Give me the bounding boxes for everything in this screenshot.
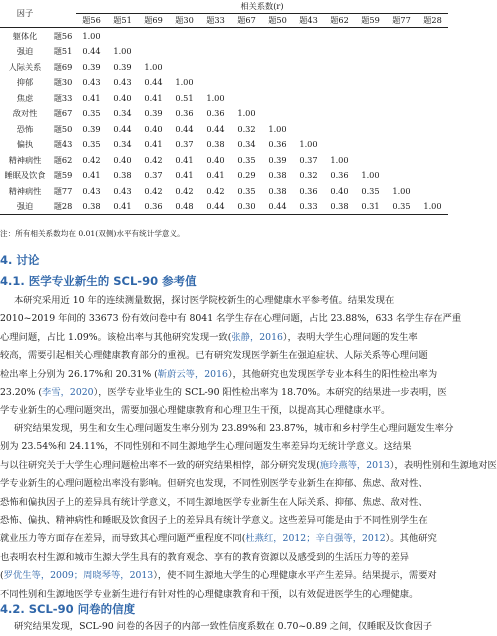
- empty-cell: [417, 106, 448, 122]
- paragraph-reliability: [0, 618, 474, 636]
- factor-cell: 恐怖: [16, 123, 34, 134]
- empty-cell: [293, 28, 324, 44]
- empty-cell: [169, 59, 200, 75]
- correlation-value-cell: 1.00: [330, 154, 349, 165]
- table-row: [0, 137, 448, 153]
- citation-link[interactable]: 杜燕红，2012；辛自强等，2012: [245, 533, 386, 545]
- text-line: [0, 512, 474, 530]
- correlation-value-cell: 0.37: [299, 154, 318, 165]
- correlation-value-cell: 0.43: [113, 185, 132, 196]
- text-segment: 检出率上分别为 26.17%和 20.31% (: [0, 368, 158, 380]
- correlation-value-cell: 1.00: [82, 30, 101, 41]
- empty-cell: [200, 59, 231, 75]
- text-line: [0, 475, 474, 493]
- correlation-value-cell: 0.42: [82, 154, 101, 165]
- correlation-value-cell: 0.38: [324, 199, 355, 215]
- correlation-value-cell: 0.40: [144, 123, 163, 134]
- empty-cell: [262, 75, 293, 91]
- empty-cell: [386, 44, 417, 60]
- table-row: [0, 90, 448, 106]
- text-segment: 23.20% (: [0, 386, 43, 398]
- text-line: [0, 457, 497, 475]
- correlation-header: 相关系数(r): [76, 0, 448, 14]
- factor-cell: 强迫: [16, 46, 34, 57]
- correlation-value-cell: 0.42: [144, 154, 163, 165]
- correlation-value-cell: 0.42: [206, 185, 225, 196]
- correlation-value-cell: 0.36: [330, 170, 349, 181]
- correlation-value-cell: 0.36: [299, 185, 318, 196]
- table-row: [0, 199, 448, 215]
- text-line: [0, 494, 474, 512]
- item-cell: 题51: [53, 46, 73, 57]
- paragraph-gender-origin: [0, 420, 497, 604]
- table-row: [0, 28, 448, 44]
- text-line: [0, 384, 474, 402]
- text-segment: 研究结果发现，男生和女生心理问题发生率分别为 23.89%和 23.87%，城市和乡村学生心理问题发生率分: [14, 423, 454, 434]
- empty-cell: [262, 44, 293, 60]
- section-heading-discussion: 4. 讨论: [0, 253, 40, 267]
- factor-cell: 敌对性: [12, 108, 38, 119]
- empty-cell: [293, 75, 324, 91]
- item-header-cell: 题56: [76, 14, 107, 28]
- item-cell: 题69: [53, 61, 73, 72]
- table-row: [0, 59, 448, 75]
- correlation-value-cell: 0.41: [175, 154, 194, 165]
- empty-cell: [386, 137, 417, 153]
- empty-cell: [386, 152, 417, 168]
- correlation-value-cell: 0.32: [237, 123, 256, 134]
- text-segment: 本研究采用近 10 年的连续测量数据，探讨医学院校新生的心理健康水平参考值。结果发现在: [14, 295, 395, 306]
- empty-cell: [417, 152, 448, 168]
- correlation-value-cell: 0.38: [268, 185, 287, 196]
- text-line: [0, 420, 474, 438]
- factor-cell: 精神病性: [8, 154, 42, 165]
- section-heading-reference-values: 4.1. 医学专业新生的 SCL-90 参考值: [0, 274, 197, 288]
- correlation-value-cell: 1.00: [417, 199, 448, 215]
- empty-cell: [386, 59, 417, 75]
- text-segment: 学专业新生的心理问题突出，需要加强心理健康教育和心理卫生干预，以提高其心理健康水平。: [0, 405, 391, 417]
- correlation-value-cell: 1.00: [113, 46, 132, 57]
- empty-cell: [355, 28, 386, 44]
- item-header-cell: 题50: [262, 14, 293, 28]
- correlation-value-cell: 0.42: [175, 185, 194, 196]
- table-body: [0, 28, 448, 215]
- empty-cell: [386, 106, 417, 122]
- correlation-value-cell: 0.44: [206, 123, 225, 134]
- correlation-value-cell: 0.44: [175, 123, 194, 134]
- item-header-blank: [50, 0, 76, 28]
- item-cell: 题77: [53, 185, 73, 196]
- empty-cell: [169, 44, 200, 60]
- item-header-cell: 题51: [107, 14, 138, 28]
- empty-cell: [355, 121, 386, 137]
- correlation-value-cell: 0.36: [268, 139, 287, 150]
- text-segment: ），医学专业毕业生的 SCL-90 阳性检出率为 18.70%。本研究的结果进一步表明，医: [93, 386, 447, 398]
- text-line: [0, 329, 474, 347]
- text-segment: 也表明农村生源和城市生源大学生具有的教育观念、享有的教育资源以及感受到的生活压力等的差异: [0, 551, 410, 563]
- table-note: 注：所有相关系数均在 0.01(双侧)水平有统计学意义。: [0, 229, 185, 238]
- correlation-value-cell: 0.41: [206, 170, 225, 181]
- empty-cell: [355, 75, 386, 91]
- empty-cell: [231, 44, 262, 60]
- factor-cell: 睡眠及饮食: [4, 170, 46, 181]
- empty-cell: [417, 121, 448, 137]
- correlation-value-cell: 1.00: [175, 77, 194, 88]
- empty-cell: [107, 28, 138, 44]
- item-cell: 题33: [53, 92, 73, 103]
- text-line: [0, 292, 474, 310]
- text-segment: 就业压力等方面存在差异，而导致其心理问题严重程度不同(: [0, 533, 246, 545]
- correlation-value-cell: 0.31: [355, 199, 386, 215]
- empty-cell: [417, 90, 448, 106]
- text-line: [0, 347, 474, 365]
- text-segment: ），使不同生源地大学生的心理健康水平产生差异。结果提示，需要对: [153, 570, 437, 582]
- item-header-cell: 题59: [355, 14, 386, 28]
- empty-cell: [231, 90, 262, 106]
- correlation-value-cell: 0.39: [268, 154, 287, 165]
- empty-cell: [324, 106, 355, 122]
- empty-cell: [417, 137, 448, 153]
- citation-link[interactable]: 靳蔚云等，2016: [157, 368, 228, 380]
- item-header-cell: 题28: [417, 14, 448, 28]
- empty-cell: [231, 59, 262, 75]
- correlation-value-cell: 0.39: [82, 61, 101, 72]
- item-cell: 题30: [53, 77, 73, 88]
- correlation-value-cell: 0.40: [113, 154, 132, 165]
- correlation-value-cell: 1.00: [144, 61, 163, 72]
- text-segment: 2010~2019 年间的 33673 份有效问卷中有 8041 名学生存在心理问题，占比 23.88%，633 名学生存在严重: [0, 313, 462, 325]
- empty-cell: [138, 44, 169, 60]
- factor-cell: 人际关系: [8, 61, 42, 72]
- correlation-value-cell: 0.29: [237, 170, 256, 181]
- correlation-value-cell: 0.39: [144, 108, 163, 119]
- empty-cell: [293, 44, 324, 60]
- correlation-value-cell: 0.37: [175, 139, 194, 150]
- correlation-value-cell: 0.36: [206, 108, 225, 119]
- text-segment: ），表明大学生心理问题的发生率: [282, 331, 418, 343]
- empty-cell: [417, 75, 448, 91]
- correlation-value-cell: 0.40: [206, 154, 225, 165]
- correlation-value-cell: 0.39: [113, 61, 132, 72]
- factor-cell: 抑郁: [16, 77, 34, 88]
- text-segment: 心理问题，占比 1.09%。该检出率与其他研究发现一致(: [0, 331, 232, 343]
- factor-cell: 焦虑: [16, 92, 34, 103]
- empty-cell: [386, 75, 417, 91]
- correlation-value-cell: 0.43: [113, 77, 132, 88]
- factor-cell: 精神病性: [8, 185, 42, 196]
- citation-link[interactable]: 施玲燕等，2013: [319, 459, 390, 471]
- item-cell: 题50: [53, 123, 73, 134]
- empty-cell: [324, 59, 355, 75]
- empty-cell: [417, 183, 448, 199]
- empty-cell: [200, 44, 231, 60]
- correlation-value-cell: 0.35: [361, 185, 380, 196]
- correlation-value-cell: 0.41: [144, 139, 163, 150]
- text-segment: 学专业新生的心理问题检出率没有影响。但研究也发现，不同性别医学专业新生在抑郁、焦虑、敌对性、: [0, 478, 428, 490]
- correlation-value-cell: 0.34: [237, 139, 256, 150]
- citation-link[interactable]: 李雪，2020: [42, 386, 94, 398]
- text-line: [0, 567, 474, 585]
- correlation-value-cell: 0.44: [144, 77, 163, 88]
- correlation-value-cell: 0.44: [200, 199, 231, 215]
- factor-header: 因子: [0, 0, 50, 28]
- empty-cell: [231, 75, 262, 91]
- text-line: [0, 366, 474, 384]
- section-heading-reliability: 4.2. SCL-90 问卷的信度: [0, 602, 136, 616]
- item-header-cell: 题62: [324, 14, 355, 28]
- correlation-value-cell: 0.37: [144, 170, 163, 181]
- empty-cell: [386, 121, 417, 137]
- text-segment: 不同性别和生源地医学专业新生进行有针对性的心理健康教育和干预，以有效促进医学生的心理健康。: [0, 588, 419, 600]
- correlation-value-cell: 0.44: [262, 199, 293, 215]
- correlation-value-cell: 0.34: [113, 139, 132, 150]
- text-segment: ），其他研究也发现医学专业本科生的阳性检出率为: [227, 368, 438, 380]
- empty-cell: [324, 137, 355, 153]
- correlation-value-cell: 0.44: [82, 46, 101, 57]
- table-row: [0, 75, 448, 91]
- empty-cell: [417, 59, 448, 75]
- table-row: [0, 152, 448, 168]
- correlation-value-cell: 0.41: [175, 170, 194, 181]
- empty-cell: [324, 90, 355, 106]
- item-header-cell: 题43: [293, 14, 324, 28]
- table-header-row: [0, 0, 448, 14]
- correlation-value-cell: 1.00: [299, 139, 318, 150]
- empty-cell: [293, 121, 324, 137]
- correlation-value-cell: 0.39: [82, 123, 101, 134]
- empty-cell: [324, 44, 355, 60]
- empty-cell: [417, 168, 448, 184]
- correlation-value-cell: 0.43: [82, 185, 101, 196]
- correlation-value-cell: 0.41: [107, 199, 138, 215]
- empty-cell: [324, 121, 355, 137]
- empty-cell: [262, 90, 293, 106]
- correlation-table: [0, 0, 448, 215]
- correlation-value-cell: 0.35: [82, 108, 101, 119]
- item-header-cell: 题33: [200, 14, 231, 28]
- correlation-value-cell: 0.44: [113, 123, 132, 134]
- correlation-value-cell: 0.41: [82, 92, 101, 103]
- item-cell: 题62: [53, 154, 73, 165]
- empty-cell: [262, 28, 293, 44]
- text-segment: 恐怖和偏执因子上的差异具有统计学意义，不同生源地医学专业新生在人际关系、抑郁、焦虑、敌对性、: [0, 496, 428, 508]
- factor-cell: 躯体化: [12, 30, 38, 41]
- text-segment: 研究结果发现，SCL-90 问卷的各因子的内部一致性信度系数在 0.70~0.89 之间，仅睡眠及饮食因子: [14, 621, 433, 632]
- citation-link[interactable]: 罗优生等，2009；周晓琴等，2013: [3, 570, 154, 582]
- text-line: [0, 402, 474, 420]
- correlation-value-cell: 0.43: [82, 77, 101, 88]
- text-line: [0, 618, 474, 636]
- correlation-value-cell: 0.35: [386, 199, 417, 215]
- text-segment: ）。其他研究: [385, 533, 437, 545]
- empty-cell: [231, 28, 262, 44]
- empty-cell: [417, 44, 448, 60]
- correlation-value-cell: 1.00: [268, 123, 287, 134]
- correlation-value-cell: 0.38: [268, 170, 287, 181]
- item-header-cell: 题77: [386, 14, 417, 28]
- empty-cell: [169, 28, 200, 44]
- text-segment: 别为 23.54%和 24.11%，不同性别和不同生源地学生心理问题发生率差异均无统计学意义。这结果: [0, 441, 412, 453]
- correlation-value-cell: 0.32: [299, 170, 318, 181]
- item-cell: 题67: [53, 108, 73, 119]
- item-cell: 题43: [53, 139, 73, 150]
- empty-cell: [355, 106, 386, 122]
- correlation-value-cell: 0.30: [231, 199, 262, 215]
- correlation-value-cell: 0.35: [237, 154, 256, 165]
- empty-cell: [355, 59, 386, 75]
- correlation-value-cell: 1.00: [361, 170, 380, 181]
- empty-cell: [355, 152, 386, 168]
- empty-cell: [355, 44, 386, 60]
- correlation-value-cell: 0.35: [237, 185, 256, 196]
- empty-cell: [262, 59, 293, 75]
- text-segment: ），表明性别和生源地对医: [389, 459, 497, 471]
- text-segment: 恐怖、偏执、精神病性和睡眠及饮食因子上的差异具有统计学意义。这些差异可能是由于不同性别学生在: [0, 514, 428, 526]
- table-row: [0, 106, 448, 122]
- correlation-value-cell: 0.40: [113, 92, 132, 103]
- correlation-value-cell: 0.35: [82, 139, 101, 150]
- empty-cell: [386, 28, 417, 44]
- empty-cell: [200, 75, 231, 91]
- empty-cell: [138, 28, 169, 44]
- text-segment: 较高，需要引起相关心理健康教育部分的重视。已有研究发现医学新生在强迫症状、人际关系等心理问题: [0, 350, 428, 362]
- empty-cell: [293, 59, 324, 75]
- correlation-value-cell: 0.48: [169, 199, 200, 215]
- factor-cell: 强迫: [0, 199, 50, 215]
- item-cell: 题59: [53, 170, 73, 181]
- correlation-value-cell: 0.36: [138, 199, 169, 215]
- citation-link[interactable]: 张静，2016: [231, 331, 283, 343]
- correlation-value-cell: 0.41: [82, 170, 101, 181]
- correlation-value-cell: 0.38: [206, 139, 225, 150]
- text-segment: (: [0, 570, 4, 582]
- item-header-cell: 题67: [231, 14, 262, 28]
- factor-cell: 偏执: [16, 139, 34, 150]
- table-row: [0, 44, 448, 60]
- item-cell: 题56: [53, 30, 73, 41]
- table-row: [0, 168, 448, 184]
- text-segment: 与以往研究关于大学生心理问题检出率不一致的研究结果相悖，部分研究发现(: [0, 459, 320, 471]
- empty-cell: [200, 28, 231, 44]
- correlation-value-cell: 1.00: [392, 185, 411, 196]
- empty-cell: [324, 75, 355, 91]
- item-header-cell: 题30: [169, 14, 200, 28]
- empty-cell: [293, 90, 324, 106]
- table-row: [0, 183, 448, 199]
- correlation-value-cell: 1.00: [206, 92, 225, 103]
- correlation-value-cell: 0.38: [76, 199, 107, 215]
- correlation-value-cell: 0.41: [144, 92, 163, 103]
- empty-cell: [324, 28, 355, 44]
- correlation-value-cell: 1.00: [237, 108, 256, 119]
- text-line: [0, 530, 474, 548]
- text-line: [0, 310, 474, 328]
- correlation-value-cell: 0.51: [175, 92, 194, 103]
- correlation-value-cell: 0.38: [113, 170, 132, 181]
- paragraph-reference-values: [0, 292, 474, 421]
- correlation-value-cell: 0.33: [293, 199, 324, 215]
- empty-cell: [386, 168, 417, 184]
- correlation-value-cell: 0.34: [113, 108, 132, 119]
- empty-cell: [293, 106, 324, 122]
- text-line: [0, 549, 474, 567]
- item-cell: 题28: [50, 199, 76, 215]
- empty-cell: [355, 137, 386, 153]
- empty-cell: [262, 106, 293, 122]
- text-line: [0, 438, 474, 456]
- empty-cell: [355, 90, 386, 106]
- correlation-value-cell: 0.36: [175, 108, 194, 119]
- item-header-cell: 题69: [138, 14, 169, 28]
- empty-cell: [417, 28, 448, 44]
- correlation-value-cell: 0.40: [330, 185, 349, 196]
- correlation-value-cell: 0.42: [144, 185, 163, 196]
- table-row: [0, 121, 448, 137]
- empty-cell: [386, 90, 417, 106]
